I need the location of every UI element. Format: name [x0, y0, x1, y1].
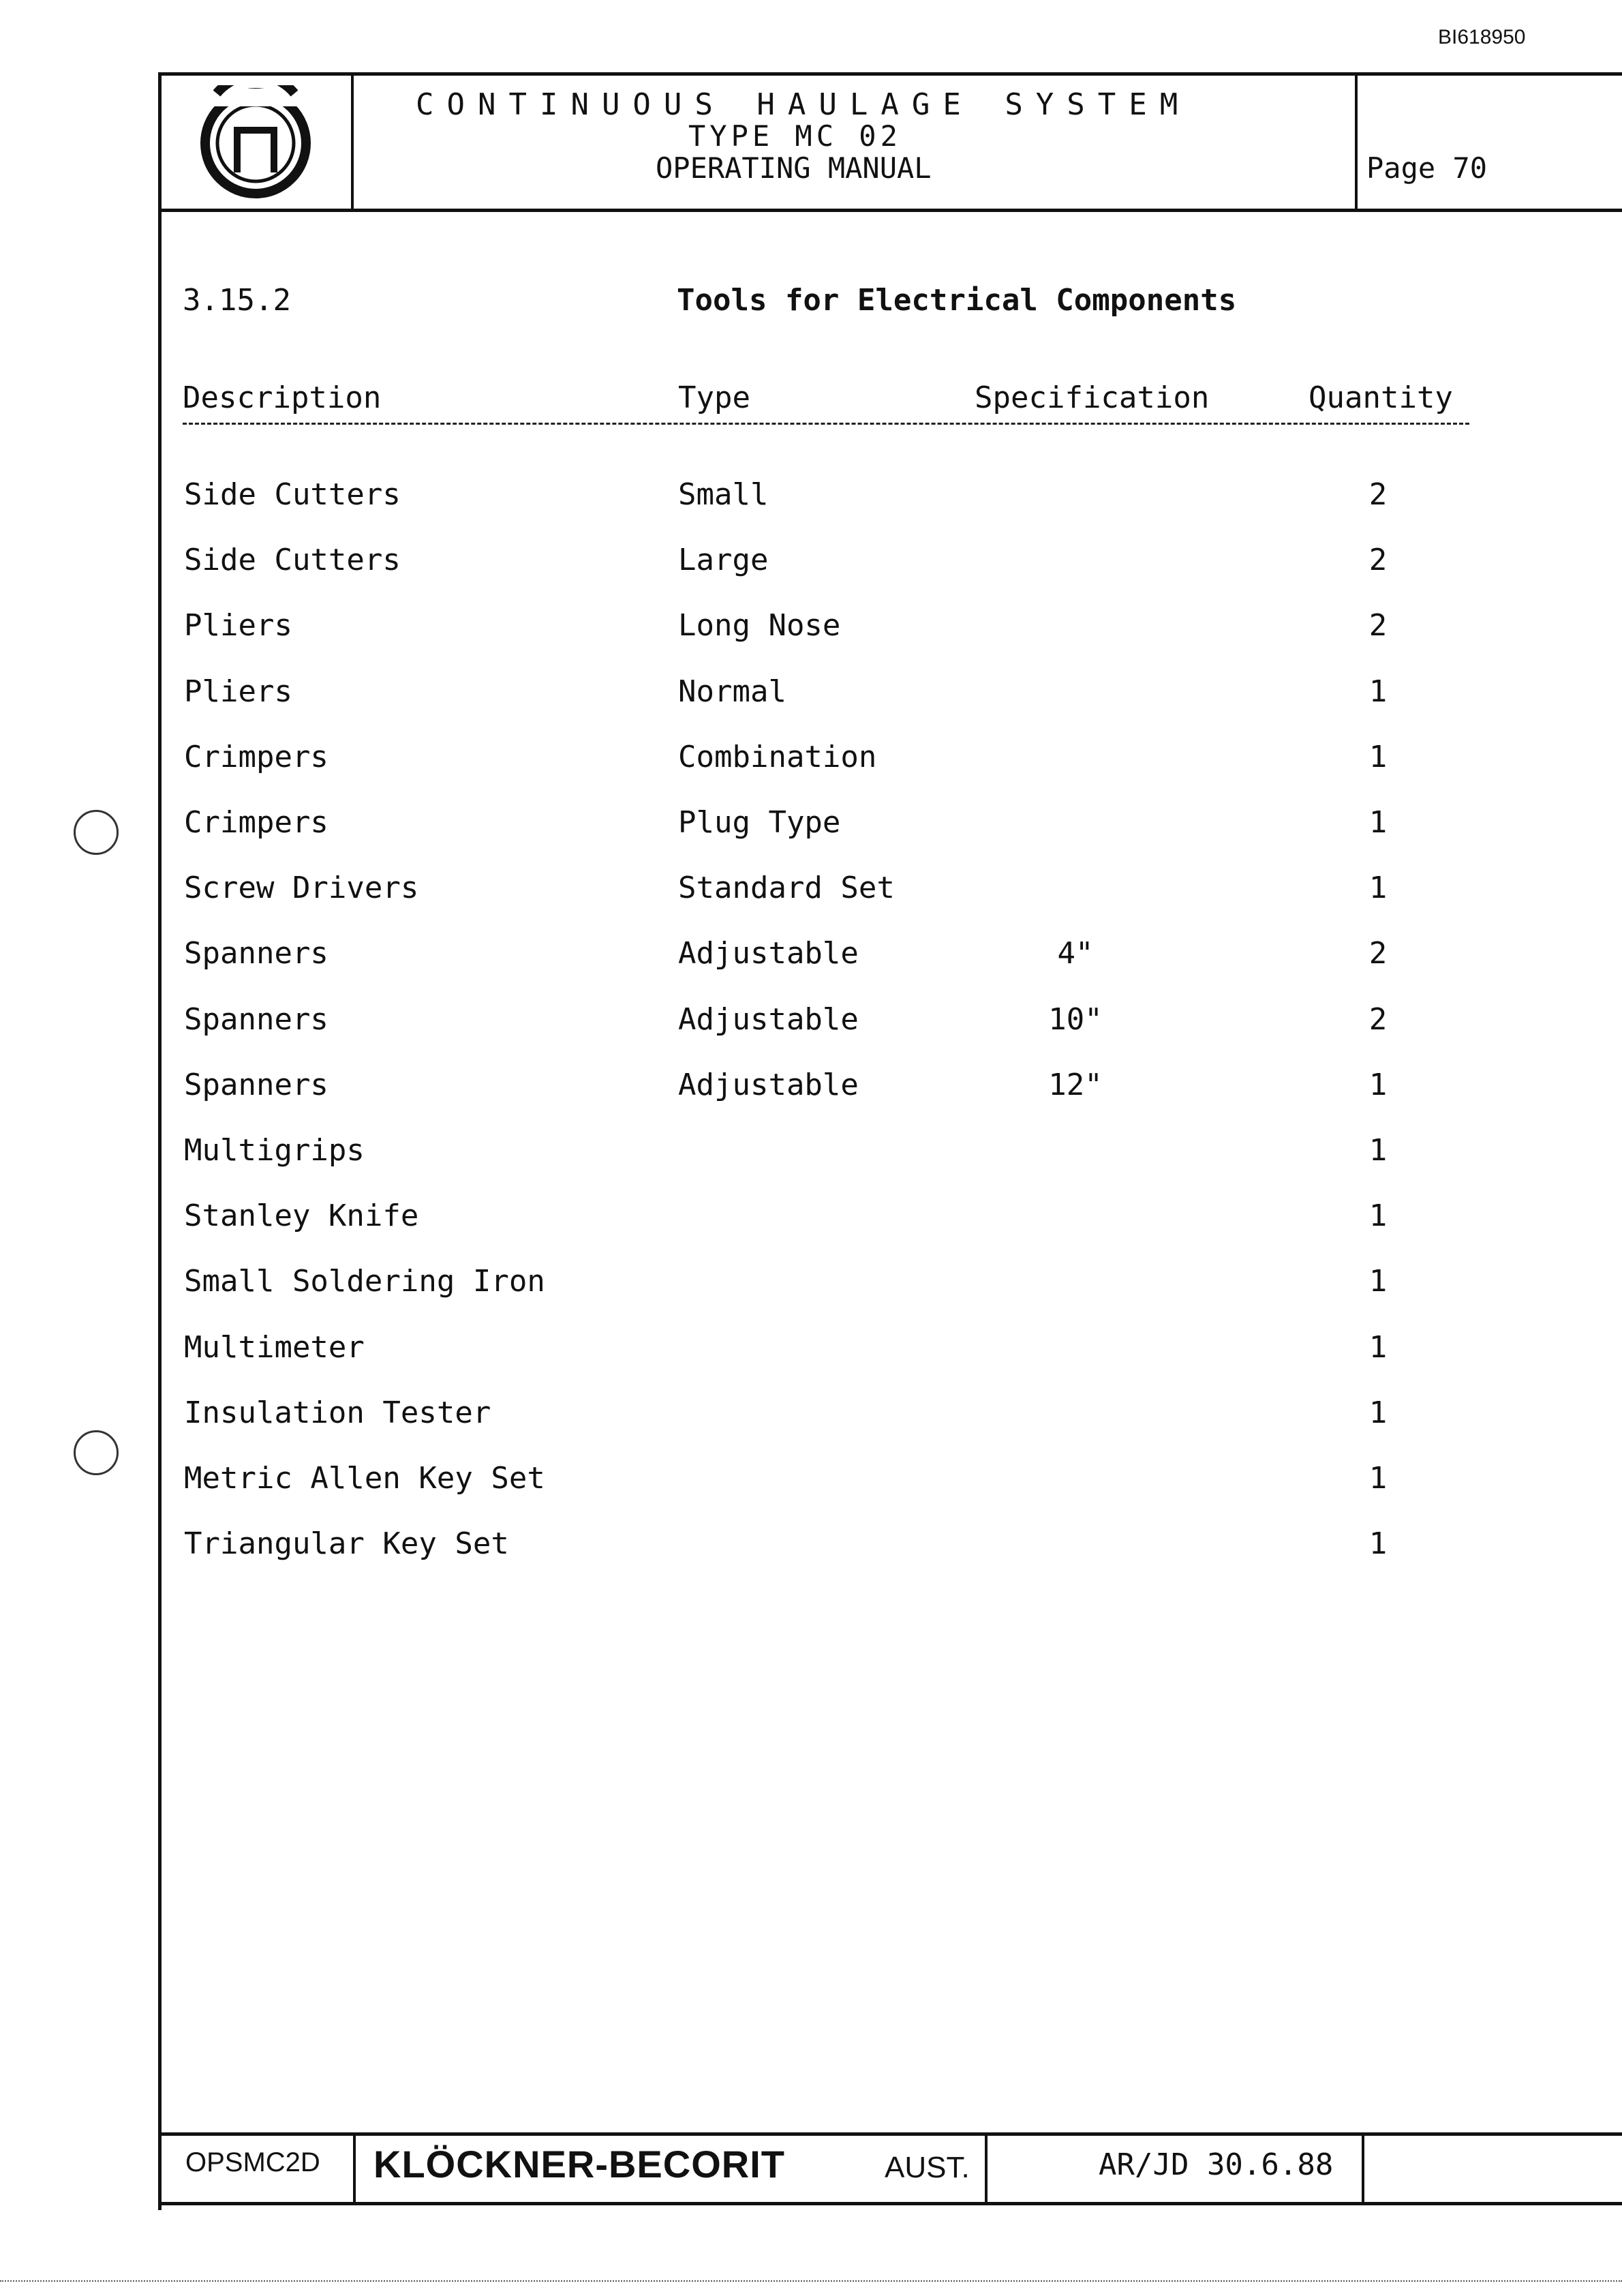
cell-description: Side Cutters — [184, 543, 401, 577]
cell-type: Adjustable — [678, 1068, 859, 1102]
cell-type: Normal — [678, 674, 786, 709]
cell-quantity: 2 — [1368, 608, 1388, 643]
cell-quantity: 2 — [1368, 1002, 1388, 1037]
cell-description: Multimeter — [184, 1330, 365, 1365]
company-logo-icon — [198, 85, 313, 201]
cell-specification: 10" — [1048, 1002, 1103, 1037]
cell-description: Side Cutters — [184, 477, 401, 512]
cell-description: Crimpers — [184, 740, 328, 774]
punch-hole — [74, 810, 119, 855]
section-title: Tools for Electrical Components — [677, 283, 1237, 318]
page-number: Page 70 — [1366, 151, 1488, 185]
cell-description: Pliers — [184, 674, 292, 709]
cell-quantity: 2 — [1368, 936, 1388, 971]
header-title-line1: CONTINUOUS HAULAGE SYSTEM — [416, 87, 1191, 122]
cell-quantity: 1 — [1368, 1461, 1388, 1496]
header-title-line2: TYPE MC 02 — [688, 119, 902, 153]
footer-bottom-border — [158, 2202, 1622, 2205]
header-page-divider — [1355, 72, 1358, 211]
cell-description: Stanley Knife — [184, 1198, 419, 1233]
cell-quantity: 1 — [1368, 674, 1388, 709]
cell-quantity: 2 — [1368, 543, 1388, 577]
column-header-quantity: Quantity — [1309, 380, 1453, 415]
cell-quantity: 1 — [1368, 1198, 1388, 1233]
header-logo-divider — [351, 72, 354, 211]
bottom-dotted-line — [0, 2280, 1622, 2282]
cell-description: Small Soldering Iron — [184, 1264, 545, 1299]
punch-hole — [74, 1430, 119, 1475]
footer-top-border — [158, 2132, 1622, 2136]
cell-description: Spanners — [184, 936, 328, 971]
cell-type: Adjustable — [678, 1002, 859, 1037]
cell-description: Pliers — [184, 608, 292, 643]
cell-quantity: 1 — [1368, 1526, 1388, 1561]
column-header-specification: Specification — [975, 380, 1210, 415]
cell-description: Insulation Tester — [184, 1395, 491, 1430]
cell-quantity: 1 — [1368, 1133, 1388, 1168]
footer-document-code: OPSMC2D — [185, 2147, 320, 2177]
cell-quantity: 2 — [1368, 477, 1388, 512]
cell-quantity: 1 — [1368, 871, 1388, 905]
section-number: 3.15.2 — [183, 283, 291, 318]
cell-description: Spanners — [184, 1068, 328, 1102]
column-header-description: Description — [183, 380, 382, 415]
cell-quantity: 1 — [1368, 1068, 1388, 1102]
footer-signature: AR/JD 30.6.88 — [1099, 2147, 1334, 2182]
cell-type: Long Nose — [678, 608, 841, 643]
footer-divider-3 — [1362, 2132, 1364, 2205]
header-top-border — [158, 72, 1622, 76]
cell-quantity: 1 — [1368, 1264, 1388, 1299]
header-separator — [183, 423, 1469, 425]
header-title-line3: OPERATING MANUAL — [656, 151, 932, 185]
cell-type: Small — [678, 477, 769, 512]
cell-description: Multigrips — [184, 1133, 365, 1168]
cell-specification: 12" — [1048, 1068, 1103, 1102]
footer-brand-suffix: AUST. — [885, 2151, 970, 2184]
footer-divider-2 — [985, 2132, 988, 2205]
cell-description: Screw Drivers — [184, 871, 419, 905]
cell-specification: 4" — [1057, 936, 1094, 971]
footer-brand: KLÖCKNER-BECORIT — [373, 2143, 785, 2186]
footer-divider-1 — [353, 2132, 356, 2205]
cell-quantity: 1 — [1368, 1330, 1388, 1365]
cell-type: Standard Set — [678, 871, 895, 905]
document-id: BI618950 — [1438, 26, 1526, 48]
cell-description: Metric Allen Key Set — [184, 1461, 545, 1496]
cell-type: Large — [678, 543, 769, 577]
cell-description: Triangular Key Set — [184, 1526, 509, 1561]
column-header-type: Type — [678, 380, 750, 415]
cell-quantity: 1 — [1368, 1395, 1388, 1430]
cell-quantity: 1 — [1368, 740, 1388, 774]
cell-type: Adjustable — [678, 936, 859, 971]
cell-type: Plug Type — [678, 805, 841, 840]
cell-quantity: 1 — [1368, 805, 1388, 840]
header-bottom-border — [158, 209, 1622, 212]
cell-type: Combination — [678, 740, 877, 774]
frame-left-border — [158, 72, 162, 2210]
company-logo — [198, 85, 313, 201]
cell-description: Spanners — [184, 1002, 328, 1037]
cell-description: Crimpers — [184, 805, 328, 840]
